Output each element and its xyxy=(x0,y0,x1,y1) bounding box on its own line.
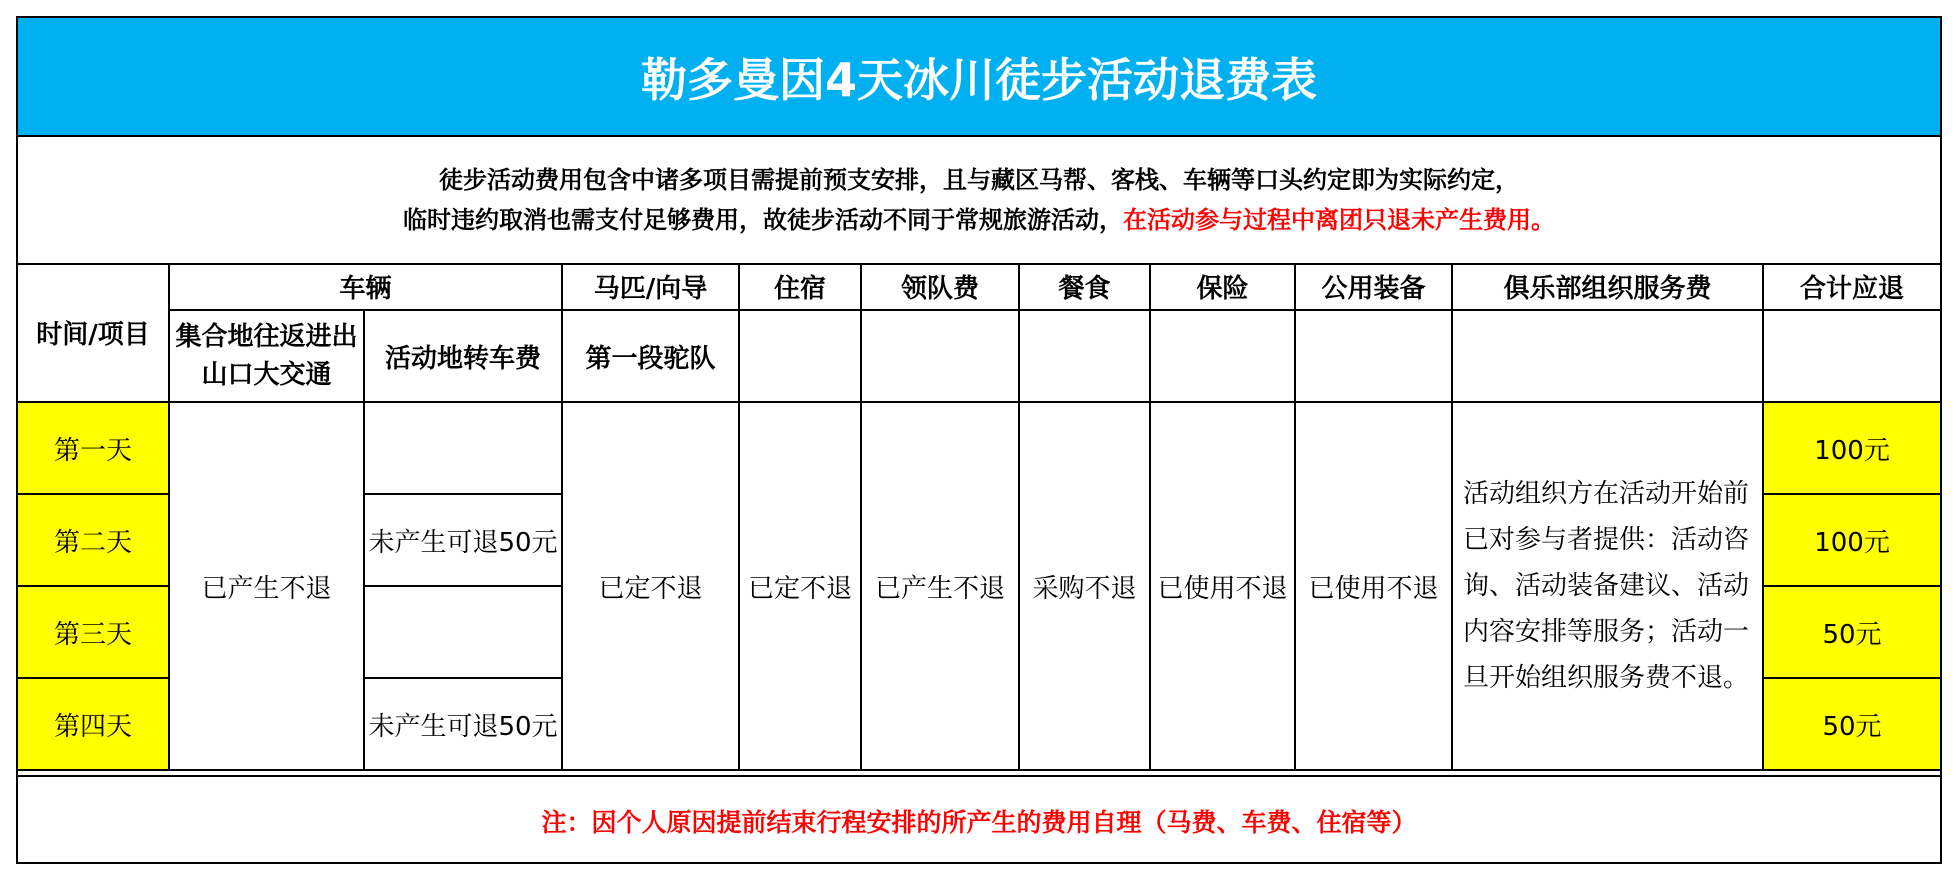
total-refund-value: 50元 xyxy=(1763,678,1940,770)
header-transfer-fee: 活动地转车费 xyxy=(364,310,562,402)
empty-cell xyxy=(1295,310,1452,402)
empty-cell xyxy=(1019,310,1150,402)
header-big-transport: 集合地往返进出山口大交通 xyxy=(169,310,364,402)
meals-status: 采购不退 xyxy=(1019,402,1150,770)
intro-line-2-text: 临时违约取消也需支付足够费用，故徒步活动不同于常规旅游活动， xyxy=(403,206,1123,234)
transfer-status xyxy=(364,402,562,494)
header-horse-guide: 马匹/向导 xyxy=(562,263,739,310)
header-insurance: 保险 xyxy=(1150,263,1295,310)
total-refund-value: 50元 xyxy=(1763,586,1940,678)
horse-status: 已定不退 xyxy=(562,402,739,770)
intro-line-2 xyxy=(403,200,1555,240)
empty-cell xyxy=(1452,310,1763,402)
transfer-status: 未产生可退50元 xyxy=(364,678,562,770)
total-refund-value: 100元 xyxy=(1763,402,1940,494)
transfer-status xyxy=(364,586,562,678)
header-total-refund: 合计应退 xyxy=(1763,263,1940,310)
header-vehicle: 车辆 xyxy=(169,263,562,310)
refund-table-frame xyxy=(16,16,1942,864)
header-meals: 餐食 xyxy=(1019,263,1150,310)
header-club-service: 俱乐部组织服务费 xyxy=(1452,263,1763,310)
lodging-status: 已定不退 xyxy=(739,402,861,770)
day-label: 第一天 xyxy=(18,402,169,494)
empty-cell xyxy=(739,310,861,402)
leader-status: 已产生不退 xyxy=(861,402,1019,770)
gear-status: 已使用不退 xyxy=(1295,402,1452,770)
header-time-item: 时间/项目 xyxy=(18,263,169,402)
total-refund-value: 100元 xyxy=(1763,494,1940,586)
empty-cell xyxy=(861,310,1019,402)
intro-text xyxy=(18,137,1940,265)
page-title: 勒多曼因4天冰川徒步活动退费表 xyxy=(18,18,1940,137)
day-label: 第四天 xyxy=(18,678,169,770)
header-lodging: 住宿 xyxy=(739,263,861,310)
header-leader-fee: 领队费 xyxy=(861,263,1019,310)
footer-note: 注：因个人原因提前结束行程安排的所产生的费用自理（马费、车费、住宿等） xyxy=(18,775,1940,865)
service-fee-note: 活动组织方在活动开始前已对参与者提供：活动咨询、活动装备建议、活动内容安排等服务；活动一旦开始组织服务费不退。 xyxy=(1452,402,1763,770)
header-camel-team: 第一段驼队 xyxy=(562,310,739,402)
refund-table xyxy=(18,263,1940,771)
intro-line-1: 徒步活动费用包含中诸多项目需提前预支安排，且与藏区马帮、客栈、车辆等口头约定即为实际约定， xyxy=(439,166,1519,194)
header-public-gear: 公用装备 xyxy=(1295,263,1452,310)
insurance-status: 已使用不退 xyxy=(1150,402,1295,770)
empty-cell xyxy=(1150,310,1295,402)
day-label: 第二天 xyxy=(18,494,169,586)
day-label: 第三天 xyxy=(18,586,169,678)
empty-cell xyxy=(1763,310,1940,402)
intro-line-2-highlight: 在活动参与过程中离团只退未产生费用。 xyxy=(1123,206,1555,234)
transfer-status: 未产生可退50元 xyxy=(364,494,562,586)
big-transport-status: 已产生不退 xyxy=(169,402,364,770)
